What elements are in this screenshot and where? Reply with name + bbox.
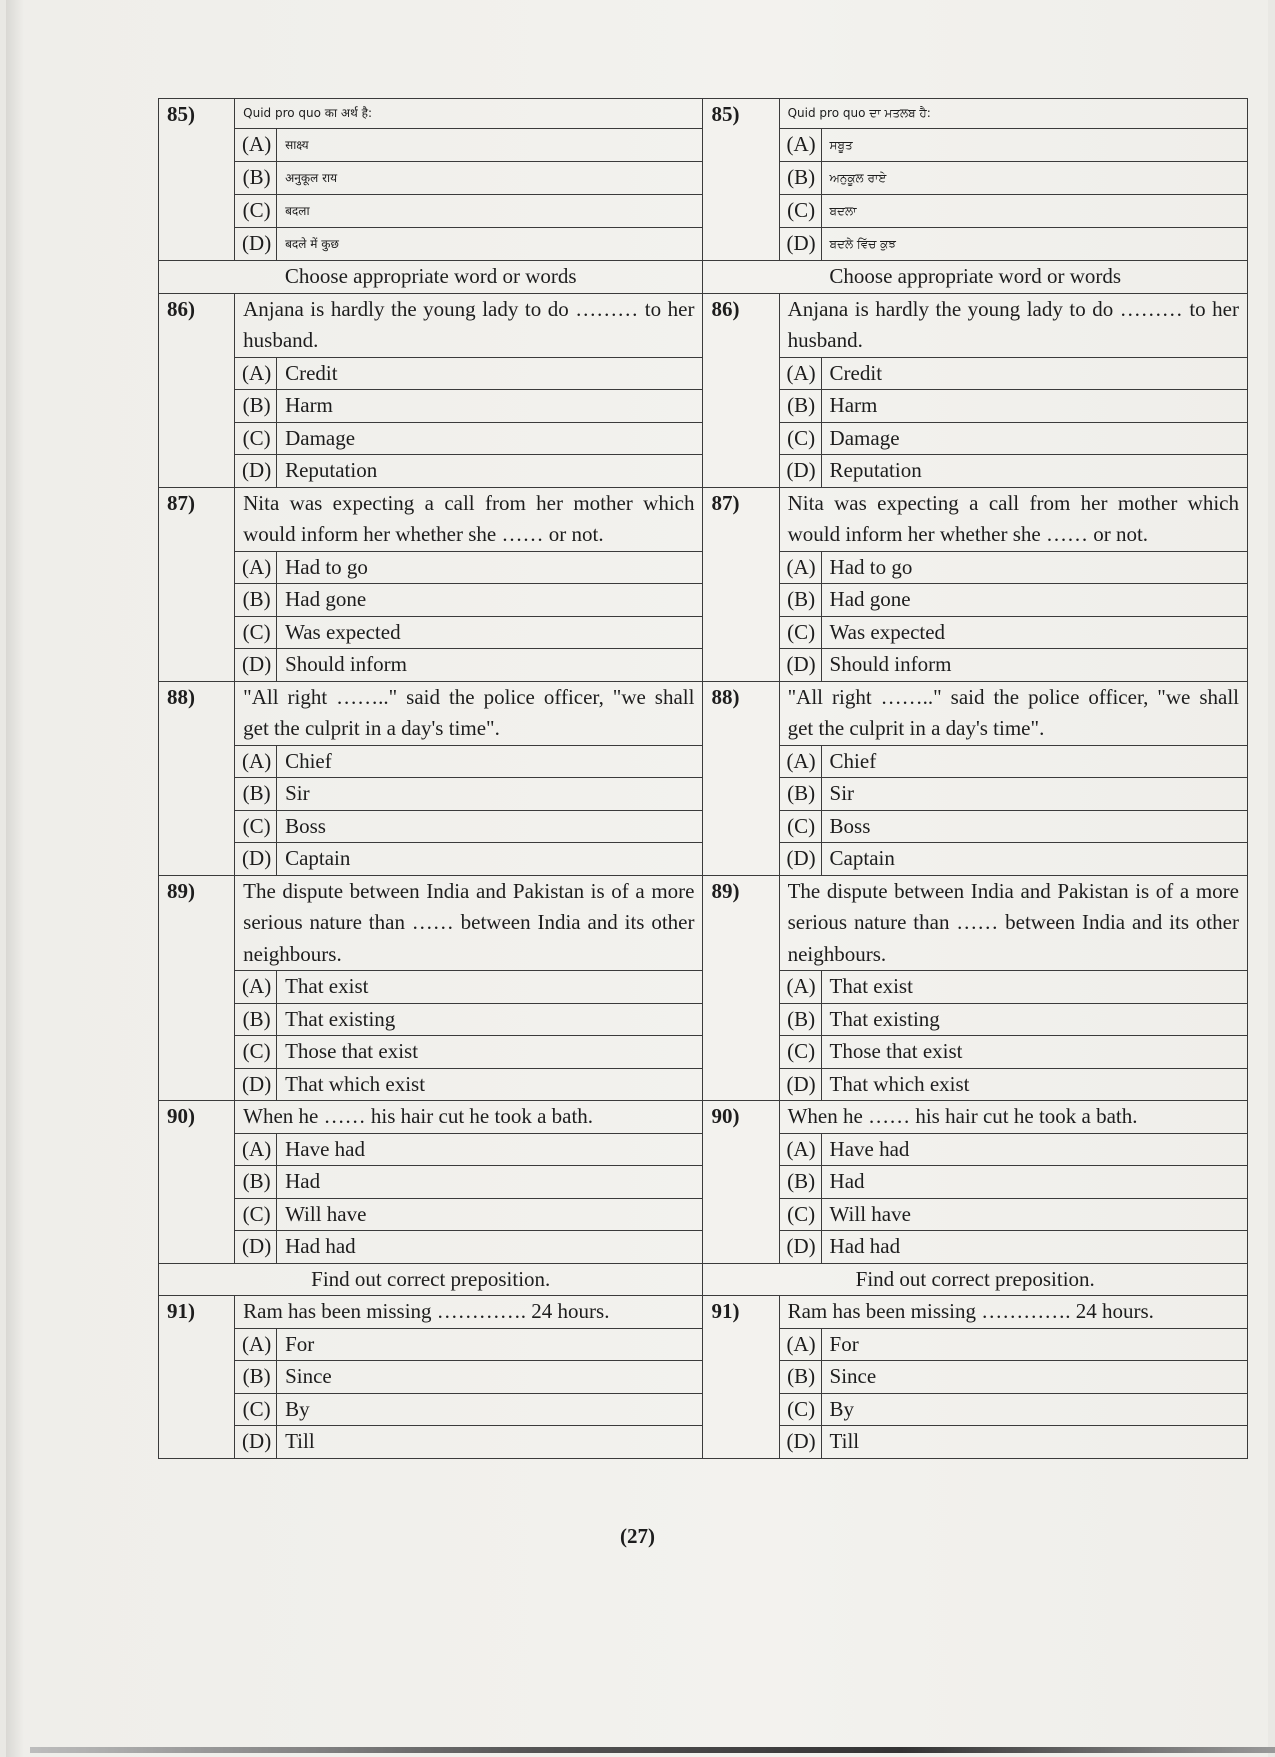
option-text: Will have	[821, 1198, 1247, 1231]
option-text: Credit	[277, 357, 703, 390]
option-label: (A)	[235, 357, 277, 390]
option-label: (A)	[779, 357, 821, 390]
option-label: (A)	[779, 551, 821, 584]
option-text: Harm	[821, 390, 1247, 423]
option-label: (C)	[779, 1198, 821, 1231]
q91-question-left: Ram has been missing …………. 24 hours.	[235, 1296, 703, 1329]
option-text: Have had	[277, 1133, 703, 1166]
q87-number-left: 87)	[159, 487, 235, 681]
q91-question-right: Ram has been missing …………. 24 hours.	[779, 1296, 1247, 1329]
q91-number-left: 91)	[159, 1296, 235, 1459]
option-label: (C)	[235, 1036, 277, 1069]
option-label: (D)	[235, 455, 277, 488]
option-label: (C)	[235, 1393, 277, 1426]
option-text: Damage	[821, 422, 1247, 455]
q90-number-right: 90)	[703, 1101, 779, 1264]
option-text: Was expected	[277, 616, 703, 649]
option-text: Sir	[277, 778, 703, 811]
section-header-right: Find out correct preposition.	[703, 1263, 1248, 1296]
option-text: ਸਬੂਤ	[821, 129, 1247, 162]
option-text: Will have	[277, 1198, 703, 1231]
q87-number-right: 87)	[703, 487, 779, 681]
q88-number-left: 88)	[159, 681, 235, 875]
option-label: (C)	[779, 810, 821, 843]
q86-number-left: 86)	[159, 293, 235, 487]
option-text: Till	[821, 1426, 1247, 1459]
option-text: That which exist	[277, 1068, 703, 1101]
option-label: (C)	[235, 422, 277, 455]
q85-question-row	[159, 99, 1248, 129]
option-text: बदला	[277, 195, 703, 228]
option-text: Had	[821, 1166, 1247, 1199]
option-text: For	[277, 1328, 703, 1361]
option-label: (C)	[235, 1198, 277, 1231]
option-label: (D)	[779, 1426, 821, 1459]
option-text: Boss	[821, 810, 1247, 843]
q88-question-left: "All right …….." said the police officer, "we shall get the culprit in a day's time".	[235, 681, 703, 745]
option-label: (D)	[235, 1426, 277, 1459]
option-text: Had to go	[821, 551, 1247, 584]
option-label: (C)	[779, 1036, 821, 1069]
section-header-right: Choose appropriate word or words	[703, 261, 1248, 294]
option-label: (A)	[235, 551, 277, 584]
option-text: ਬਦਲਾ	[821, 195, 1247, 228]
option-text: Should inform	[821, 649, 1247, 682]
option-text: That existing	[821, 1003, 1247, 1036]
option-label: (A)	[235, 1133, 277, 1166]
option-label: (C)	[779, 422, 821, 455]
option-label: (C)	[779, 616, 821, 649]
option-label: (A)	[235, 971, 277, 1004]
option-text: साक्ष्य	[277, 129, 703, 162]
option-label: (A)	[235, 129, 277, 162]
page-number: (27)	[620, 1524, 655, 1548]
q86-question-row	[159, 293, 1248, 357]
option-text: Had had	[277, 1231, 703, 1264]
q88-question-right: "All right …….." said the police officer, "we shall get the culprit in a day's time".	[779, 681, 1247, 745]
option-text: Should inform	[277, 649, 703, 682]
option-text: Chief	[821, 745, 1247, 778]
option-text: Reputation	[821, 455, 1247, 488]
q89-number-right: 89)	[703, 875, 779, 1101]
option-label: (B)	[235, 778, 277, 811]
option-label: (D)	[235, 1231, 277, 1264]
option-label: (A)	[235, 745, 277, 778]
option-text: Credit	[821, 357, 1247, 390]
section-header-row	[159, 261, 1248, 294]
option-text: Chief	[277, 745, 703, 778]
option-text: Since	[821, 1361, 1247, 1394]
option-text: That exist	[277, 971, 703, 1004]
option-text: Sir	[821, 778, 1247, 811]
option-label: (D)	[779, 455, 821, 488]
option-label: (D)	[235, 228, 277, 261]
option-text: Boss	[277, 810, 703, 843]
q89-number-left: 89)	[159, 875, 235, 1101]
option-label: (B)	[235, 584, 277, 617]
option-label: (D)	[235, 1068, 277, 1101]
option-label: (A)	[779, 1328, 821, 1361]
q88-number-right: 88)	[703, 681, 779, 875]
scan-edge	[30, 1747, 1275, 1753]
option-text: ਬਦਲੇ ਵਿੱਚ ਕੁਝ	[821, 228, 1247, 261]
option-text: Captain	[277, 843, 703, 876]
option-label: (A)	[779, 745, 821, 778]
option-text: Since	[277, 1361, 703, 1394]
option-label: (A)	[779, 971, 821, 1004]
q91-question-row	[159, 1296, 1248, 1329]
option-label: (D)	[235, 649, 277, 682]
option-label: (B)	[235, 1361, 277, 1394]
option-label: (B)	[235, 1166, 277, 1199]
option-text: For	[821, 1328, 1247, 1361]
option-text: ਅਨੁਕੂਲ ਰਾਏ	[821, 162, 1247, 195]
option-text: Had had	[821, 1231, 1247, 1264]
option-label: (B)	[779, 1003, 821, 1036]
q86-question-left: Anjana is hardly the young lady to do ……… to her husband.	[235, 293, 703, 357]
option-label: (B)	[779, 1166, 821, 1199]
option-label: (D)	[779, 1231, 821, 1264]
q90-question-right: When he …… his hair cut he took a bath.	[779, 1101, 1247, 1134]
option-text: That exist	[821, 971, 1247, 1004]
option-label: (D)	[779, 228, 821, 261]
question-table	[158, 98, 1248, 1459]
option-label: (A)	[779, 129, 821, 162]
option-text: बदले में कुछ	[277, 228, 703, 261]
option-text: Have had	[821, 1133, 1247, 1166]
option-text: That which exist	[821, 1068, 1247, 1101]
option-label: (A)	[235, 1328, 277, 1361]
option-text: By	[821, 1393, 1247, 1426]
option-label: (D)	[779, 1068, 821, 1101]
option-text: Damage	[277, 422, 703, 455]
option-label: (B)	[779, 162, 821, 195]
option-text: Till	[277, 1426, 703, 1459]
section-header-row	[159, 1263, 1248, 1296]
q85-question-punjabi: Quid pro quo ਦਾ ਮਤਲਬ ਹੈ:	[779, 99, 1247, 129]
q91-number-right: 91)	[703, 1296, 779, 1459]
option-label: (B)	[779, 390, 821, 423]
option-label: (B)	[235, 1003, 277, 1036]
option-text: Had gone	[821, 584, 1247, 617]
option-label: (D)	[235, 843, 277, 876]
option-label: (C)	[779, 1393, 821, 1426]
option-text: Those that exist	[277, 1036, 703, 1069]
q89-question-row	[159, 875, 1248, 971]
option-text: Had gone	[277, 584, 703, 617]
option-text: Captain	[821, 843, 1247, 876]
option-label: (B)	[235, 390, 277, 423]
q87-question-left: Nita was expecting a call from her mother which would inform her whether she …… or not.	[235, 487, 703, 551]
q90-question-left: When he …… his hair cut he took a bath.	[235, 1101, 703, 1134]
option-label: (C)	[779, 195, 821, 228]
q89-question-right: The dispute between India and Pakistan is of a more serious nature than …… between India and its other neighbours.	[779, 875, 1247, 971]
option-text: By	[277, 1393, 703, 1426]
option-text: Those that exist	[821, 1036, 1247, 1069]
option-label: (C)	[235, 616, 277, 649]
q87-question-right: Nita was expecting a call from her mother which would inform her whether she …… or not.	[779, 487, 1247, 551]
q89-question-left: The dispute between India and Pakistan is of a more serious nature than …… between India and its other neighbours.	[235, 875, 703, 971]
option-label: (D)	[779, 649, 821, 682]
option-label: (D)	[779, 843, 821, 876]
q88-question-row	[159, 681, 1248, 745]
q86-question-right: Anjana is hardly the young lady to do ……… to her husband.	[779, 293, 1247, 357]
q86-number-right: 86)	[703, 293, 779, 487]
q85-question-hindi: Quid pro quo का अर्थ है:	[235, 99, 703, 129]
option-text: Had to go	[277, 551, 703, 584]
option-label: (B)	[779, 778, 821, 811]
option-label: (C)	[235, 195, 277, 228]
q85-number-right: 85)	[703, 99, 779, 261]
option-text: Had	[277, 1166, 703, 1199]
option-text: That existing	[277, 1003, 703, 1036]
section-header-left: Find out correct preposition.	[159, 1263, 703, 1296]
option-text: Reputation	[277, 455, 703, 488]
section-header-left: Choose appropriate word or words	[159, 261, 703, 294]
option-label: (A)	[779, 1133, 821, 1166]
q87-question-row	[159, 487, 1248, 551]
option-text: Was expected	[821, 616, 1247, 649]
q85-number-left: 85)	[159, 99, 235, 261]
option-text: अनुकूल राय	[277, 162, 703, 195]
q90-question-row	[159, 1101, 1248, 1134]
option-label: (C)	[235, 810, 277, 843]
option-label: (B)	[779, 584, 821, 617]
option-label: (B)	[235, 162, 277, 195]
q90-number-left: 90)	[159, 1101, 235, 1264]
option-label: (B)	[779, 1361, 821, 1394]
option-text: Harm	[277, 390, 703, 423]
